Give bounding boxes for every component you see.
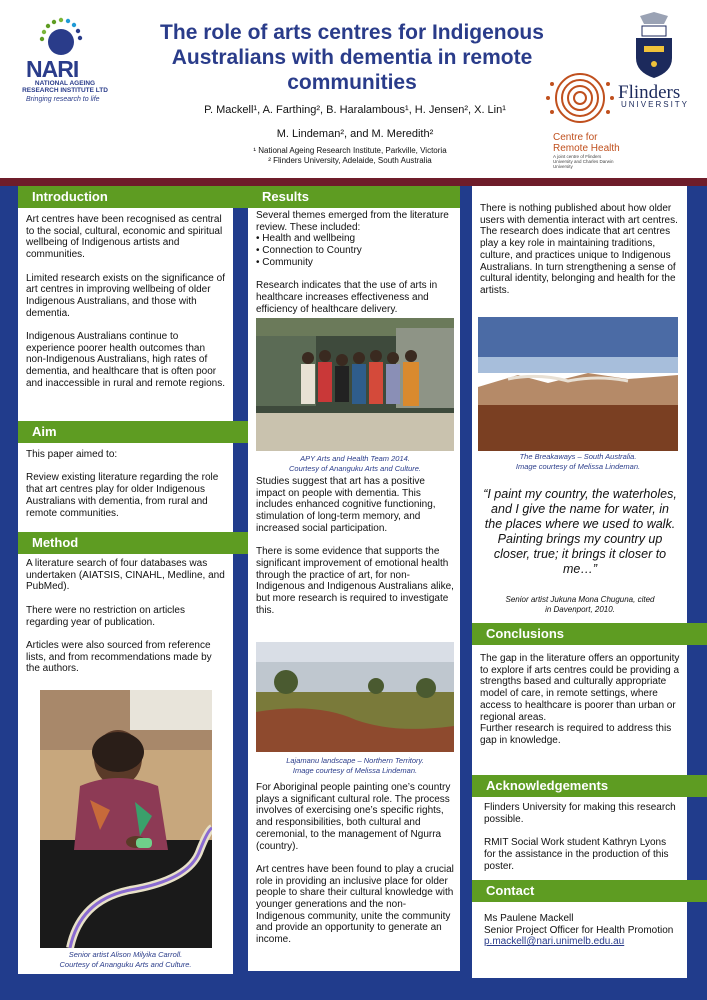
authors-line-2: M. Lindeman², and M. Meredith²: [276, 128, 434, 140]
poster-header: [0, 0, 707, 178]
nari-tagline: Bringing research to life: [26, 96, 100, 103]
citation-line: in Davenport, 2010.: [545, 605, 615, 614]
acknowledgements-paragraph: RMIT Social Work student Kathryn Lyons for the assistance in the production of this poster.: [484, 837, 669, 872]
nari-name: NARI: [26, 56, 79, 82]
method-heading: Method: [18, 532, 255, 554]
caption-line: The Breakaways – South Australia.: [519, 452, 637, 461]
aim-paragraph: This paper aimed to:: [26, 449, 118, 460]
nari-full-name: NATIONAL AGEING RESEARCH INSTITUTE LTD: [22, 80, 108, 94]
crh-name-line-2: Remote Health: [553, 143, 620, 154]
crh-subtitle: A joint centre of Flinders University and Charles Darwin University: [553, 154, 614, 169]
results-paragraph: For Aboriginal people painting one’s country plays a significant cultural role. The process involves of exercising one’s specific rights, and responsibilities, both cultural and ceremonial, to the management of Ngurra (country).: [256, 782, 451, 852]
header-divider: [0, 178, 707, 186]
quote-citation: [478, 595, 682, 615]
affiliation-2: ² Flinders University, Adelaide, South Australia: [268, 156, 432, 165]
results-intro: Several themes emerged from the literature review. These included:: [256, 210, 449, 233]
results-paragraph: Research indicates that the use of arts in healthcare increases effectiveness and efficiency of healthcare delivery.: [256, 280, 438, 315]
theme-item: • Community: [256, 256, 313, 268]
artist-quote: “I paint my country, the waterholes, and I give the name for water, in the places where we used to walk. Painting brings my country up closer, true; it brings it closer to me…”: [483, 487, 677, 576]
results-heading: Results: [248, 186, 460, 208]
acknowledgements-body: [484, 802, 680, 872]
poster-title: The role of arts centres for Indigenous Australians with dementia in remote communities: [160, 21, 544, 94]
method-paragraph: Articles were also sourced from reference lists, and from recommendations made by the authors.: [26, 639, 212, 675]
flinders-name: Flinders: [618, 82, 681, 103]
group-photo-caption: [256, 454, 454, 474]
contact-heading: Contact: [472, 880, 707, 902]
conclusions-paragraph: The gap in the literature offers an opportunity to explore if arts centres could be providing a strengths based and culturally appropriate model of care, in remote settings, where access to healthcare is poorer than urban or regional areas.: [480, 653, 680, 723]
acknowledgements-paragraph: Flinders University for making this research possible.: [484, 802, 676, 825]
caption-line: Courtesy of Ananguku Arts and Culture.: [59, 960, 192, 969]
breakaways-photo: [478, 317, 678, 451]
lajamanu-photo-caption: [256, 756, 454, 776]
themes-list: [256, 233, 454, 268]
group-photo: [256, 318, 454, 451]
affiliations: [200, 146, 500, 166]
conclusions-paragraph: Further research is required to address this gap in knowledge.: [480, 723, 672, 746]
aim-body: [26, 449, 226, 519]
introduction-paragraph: Art centres have been recognised as central to the social, cultural, economic and spiritual wellbeing of Indigenous artists and communities.: [26, 214, 223, 261]
contact-role: Senior Project Officer for Health Promotion: [484, 924, 674, 936]
affiliation-1: ¹ National Ageing Research Institute, Parkville, Victoria: [253, 146, 447, 155]
flinders-crest-icon: [634, 12, 674, 80]
aim-paragraph: Review existing literature regarding the role that art centres play for older Indigenous Australians with dementia, from rural and remote communities.: [26, 472, 219, 519]
results-paragraph: Studies suggest that art has a positive impact on people with dementia. This includes enhanced cognitive functioning, stimulation of long-term memory, and increased social participation.: [256, 476, 436, 534]
author-list: [160, 98, 550, 146]
lajamanu-landscape-photo: [256, 642, 454, 752]
conclusions-heading: Conclusions: [472, 623, 707, 645]
artist-photo-caption: [28, 950, 223, 970]
results-paragraph: Art centres have been found to play a crucial role in providing an inclusive place for older people to share their cultural knowledge with younger generations and the non-Indigenous community, unite the community and provide an opportunity to generate an income.: [256, 863, 454, 946]
authors-line-1: P. Mackell¹, A. Farthing², B. Haralambous¹, H. Jensen², X. Lin¹: [204, 104, 506, 116]
caption-line: Image courtesy of Melissa Lindeman.: [515, 462, 641, 471]
introduction-paragraph: Limited research exists on the significance of art centres in improving wellbeing of older Indigenous Australians, and those with dementia.: [26, 272, 225, 319]
acknowledgements-heading: Acknowledgements: [472, 775, 707, 797]
results-body-bottom: [256, 782, 454, 946]
theme-item: • Health and wellbeing: [256, 233, 356, 245]
results-body-top: [256, 210, 454, 315]
caption-line: Image courtesy of Melissa Lindeman.: [292, 766, 418, 775]
breakaways-photo-caption: [478, 452, 678, 472]
flinders-university: UNIVERSITY: [621, 100, 690, 109]
contact-body: [484, 913, 680, 948]
conclusions-body: [480, 653, 680, 747]
artist-painting-photo: [40, 690, 212, 948]
crh-name: [553, 132, 620, 154]
contact-email-link[interactable]: p.mackell@nari.unimelb.edu.au: [484, 936, 625, 948]
introduction-body: [26, 214, 226, 390]
method-paragraph: A literature search of four databases was undertaken (AIATSIS, CINAHL, Medline, and PubMed).: [26, 558, 225, 593]
caption-line: APY Arts and Health Team 2014.: [300, 454, 410, 463]
citation-line: Senior artist Jukuna Mona Chuguna, cited: [505, 595, 655, 604]
column-left: [18, 186, 233, 974]
method-paragraph: There were no restriction on articles regarding year of publication.: [26, 604, 185, 628]
gap-paragraph: There is nothing published about how older users with dementia interact with art centres. The research does indicate that art centres play a key role in maintaining traditions, culture, and practices unique to Indigenous Australians. In turn strengthening a sense of cultural identity, belonging and health for the artists.: [480, 203, 678, 296]
introduction-paragraph: Indigenous Australians continue to experience poorer health outcomes than non-Indigenous Australians, high rates of dementia, and healthcare that is often poor and inaccessible in rural and remote regions.: [26, 331, 225, 389]
aim-heading: Aim: [18, 421, 255, 443]
crh-name-line-1: Centre for: [553, 132, 598, 143]
results-paragraph: There is some evidence that supports the significant improvement of emotional health through the practice of art, for non-Indigenous and Indigenous Australians alike, but more research is required to investigate this.: [256, 546, 454, 616]
column-middle: [248, 186, 460, 971]
caption-line: Lajamanu landscape – Northern Territory.: [286, 756, 424, 765]
contact-name: Ms Paulene Mackell: [484, 913, 574, 924]
caption-line: Senior artist Alison Milyika Carroll.: [68, 950, 183, 959]
caption-line: Courtesy of Ananguku Arts and Culture.: [288, 464, 421, 473]
introduction-heading: Introduction: [18, 186, 255, 208]
method-body: [26, 558, 226, 675]
theme-item: • Connection to Country: [256, 245, 362, 257]
column-right: [472, 186, 687, 978]
results-body-middle: [256, 476, 454, 616]
